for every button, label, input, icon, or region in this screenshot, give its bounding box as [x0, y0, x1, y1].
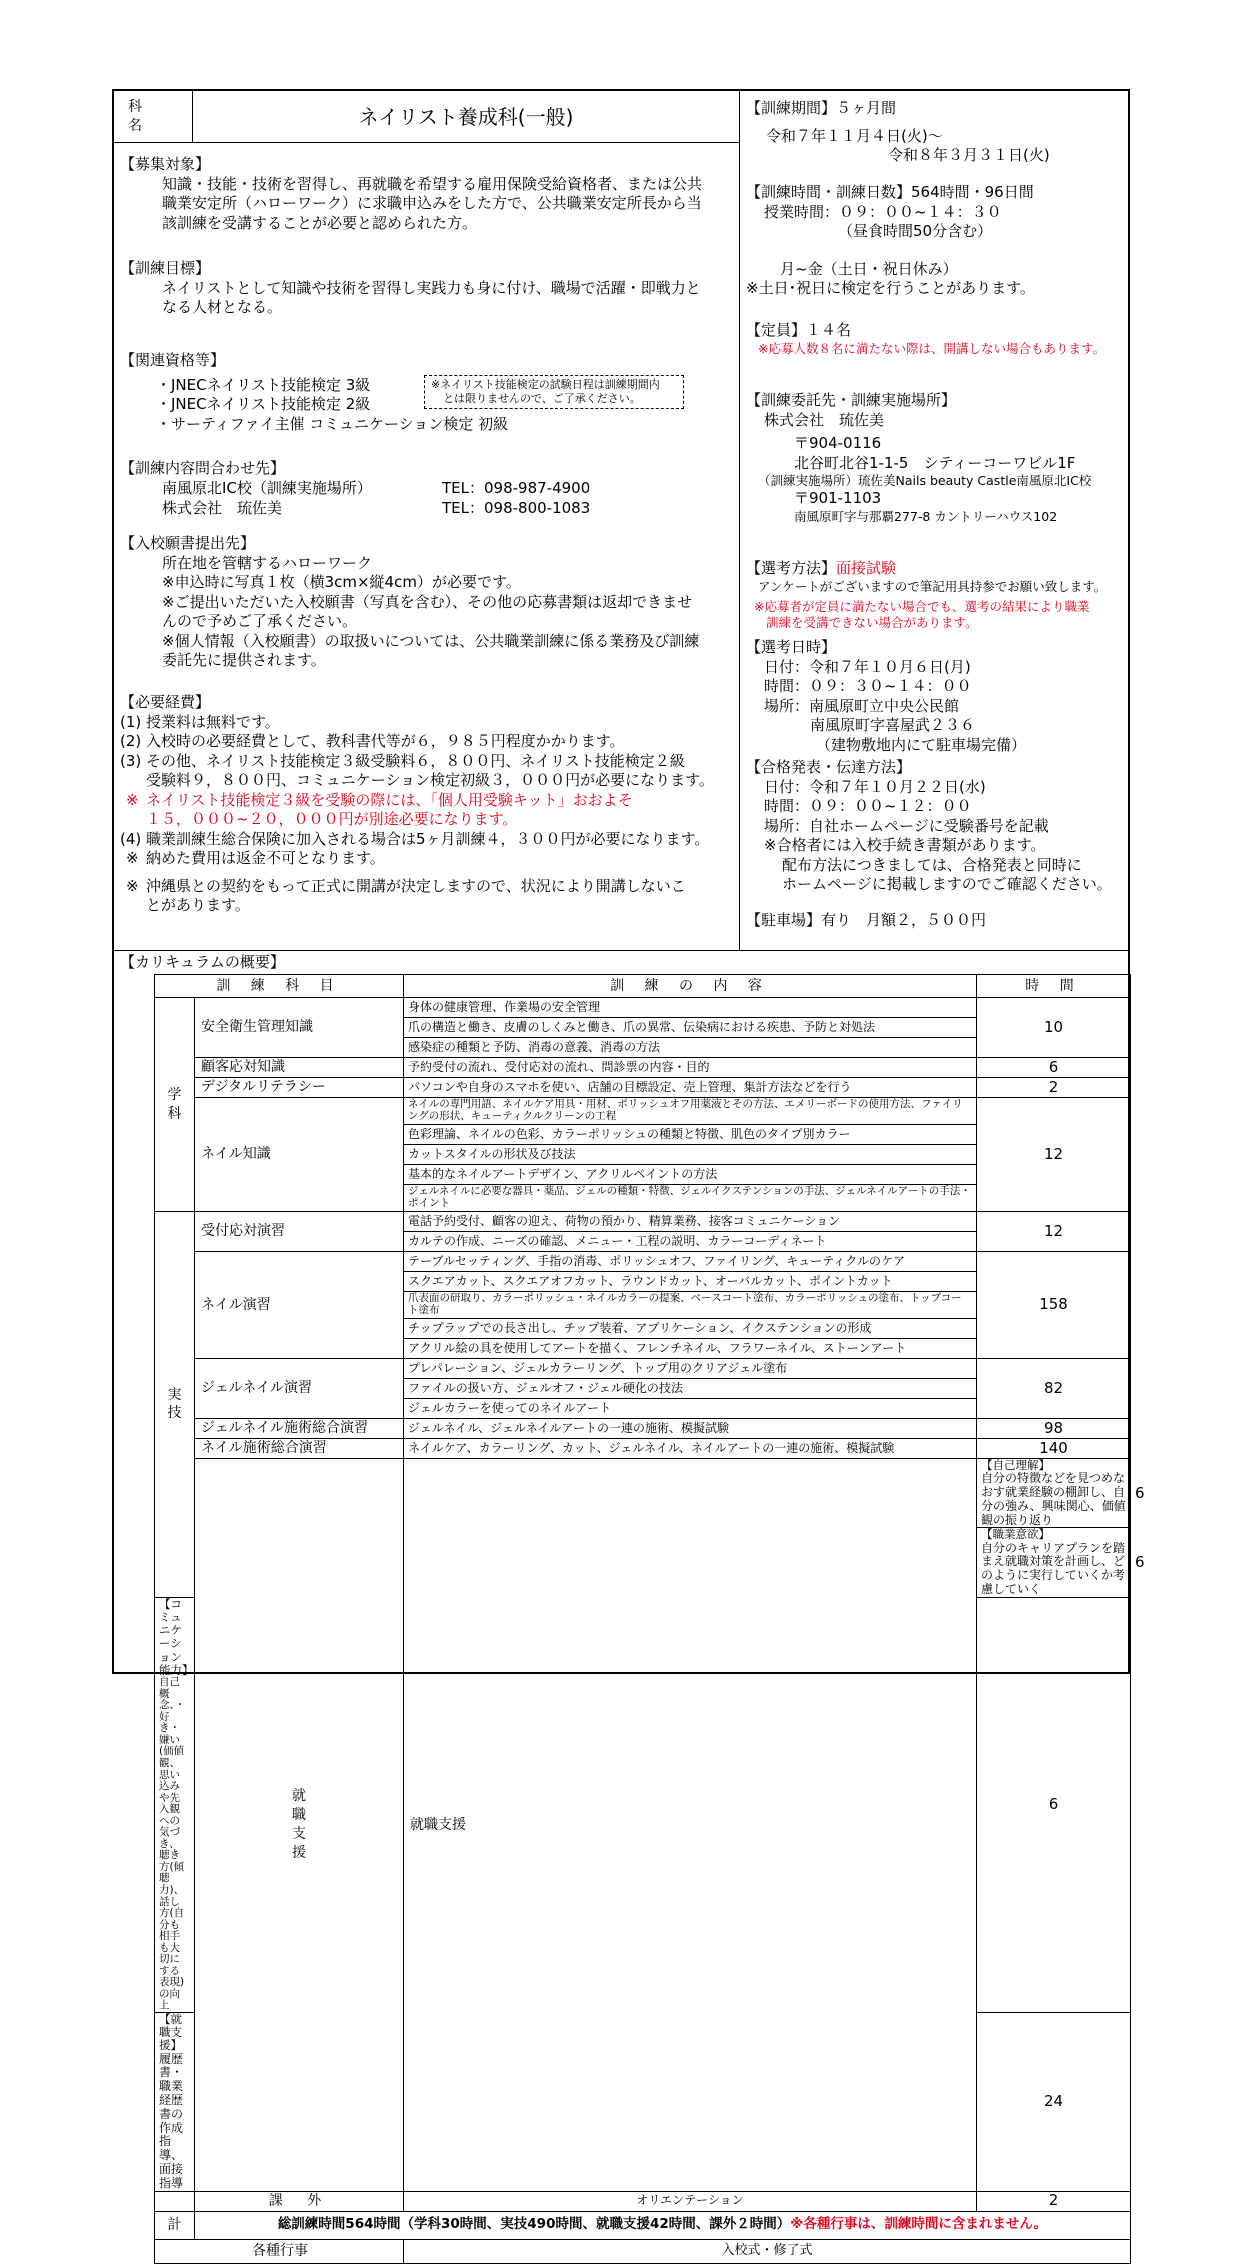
contact-name: 株式会社 琉佐美 [162, 498, 283, 517]
content-text: 自己概念、・好き・嫌い(価値観、思い込みや先入観への気づき、聴き方(傾聴力)、話し方(自分も相手も大切にする表現)の向上 [159, 1676, 186, 2012]
content: ジェルネイルに必要な器具・薬品、ジェルの種類・特徴、ジェルイクステンションの手法、ジェルネイルアートの手法・ポイント [404, 1185, 977, 1212]
application-line: ※ご提出いただいた入校願書（写真を含む）、その他の応募書類は返却できませ [162, 592, 693, 611]
curriculum-heading: 【カリキュラムの概要】 [120, 953, 285, 971]
table-row [155, 1212, 1131, 1232]
result-note: ホームページに掲載しますのでご確認ください。 [782, 875, 1112, 893]
content: 爪の構造と働き、皮膚のしくみと働き、爪の異常、伝染病における疾患、予防と対処法 [404, 1018, 977, 1038]
events-label: 各種行事 [155, 2239, 404, 2263]
events-row [155, 2239, 1131, 2263]
table-row: 【職業意欲】 自分のキャリアプランを踏まえ就職対策を計画し、どのように実行していくか考慮していく 6 [155, 1528, 1131, 1597]
result-note: ※合格者には入校手続き書類があります。 [764, 836, 1046, 854]
content: 基本的なネイルアートデザイン、アクリルペイントの方法 [404, 1165, 977, 1185]
period-heading: 【訓練期間】５ヶ月間 [746, 99, 897, 117]
table-row: 就 職 支 援 就職支援 【自己理解】 自分の特徴などを見つめなおす就業経験の棚卸し、自分の強み、興味関心、価値観の振り返り 6 [155, 1459, 1131, 1528]
qual-item: ・サーティファイ主催 コミュニケーション検定 初級 [156, 414, 509, 433]
subject-title: ネイリスト養成科(一般) [193, 91, 739, 143]
venue-zip: 〒904-0116 [794, 434, 882, 452]
application-line: んので予めご了承ください。 [162, 612, 358, 630]
col-hours: 時 間 [977, 975, 1131, 998]
content-subheading: 【コミュニケーション能力】 [159, 1596, 194, 1677]
total-note: ※各種行事は、訓練時間に含まれません。 [790, 2216, 1048, 2233]
date-place: （建物敷地内にて駐車場完備） [816, 735, 1027, 754]
contact-tel: TEL：098-800-1083 [442, 498, 591, 517]
content: 色彩理論、ネイルの色彩、カラーポリッシュの種類と特徴、肌色のタイプ別カラー [404, 1125, 977, 1145]
selection-method: 面接試験 [836, 559, 897, 577]
result-place: 場所：自社ホームページに受験番号を記載 [764, 816, 1049, 835]
costs-heading: 【必要経費】 [120, 693, 211, 711]
table-row [155, 998, 1131, 1018]
cost-item [120, 849, 735, 869]
content-subheading: 【自己理解】 [981, 1458, 1051, 1472]
capacity-heading: 【定員】１４名 [746, 321, 852, 339]
table-row [155, 1359, 1131, 1379]
date-section [746, 638, 1126, 755]
content: カルテの作成、ニーズの確認、メニュー・工程の説明、カラーコーディネート [404, 1232, 977, 1252]
result-section [746, 758, 1126, 895]
costs-section [120, 693, 735, 916]
content [155, 1597, 195, 2012]
content: 感染症の種類と予防、消毒の意義、消毒の方法 [404, 1038, 977, 1058]
cost-text: その他、ネイリスト技能検定３級受験料６，８００円、ネイリスト技能検定２級 [146, 751, 685, 770]
table-header [155, 975, 1131, 998]
venue-site: （訓練実施場所）琉佐美Nails beauty Castle南風原北IC校 [758, 473, 1092, 488]
result-time: 時間：０９：００~１２：００ [764, 797, 972, 815]
cost-mark: ※ [126, 790, 139, 809]
note-line: ※ネイリスト技能検定の試験日程は訓練期間内 [431, 378, 660, 391]
hours-heading: 【訓練時間・訓練日数】564時間・96日間 [746, 183, 1034, 201]
content: ジェルカラーを使ってのネイルアート [404, 1399, 977, 1419]
subject-name: デジタルリテラシー [195, 1078, 404, 1098]
cost-mark: (4) [120, 829, 142, 848]
content-text: 自分の特徴などを見つめなおす就業経験の棚卸し、自分の強み、興味関心、価値観の振り返り [981, 1471, 1126, 1527]
cost-item-warning [120, 791, 735, 830]
recruit-line: 該訓練を受講することが必要と認められた方。 [162, 213, 478, 232]
hours: 12 [977, 1212, 1131, 1252]
cost-mark: ※ [126, 849, 139, 867]
subject-name: 受付応対演習 [195, 1212, 404, 1252]
cost-item [120, 713, 735, 733]
total-cell [195, 2211, 1131, 2239]
venue-address: 北谷町北谷1-1-5 シティーコーワビル1F [794, 453, 1076, 472]
content: アクリル絵の具を使用してアートを描く、フレンチネイル、フラワーネイル、ストーンアート [404, 1339, 977, 1359]
period-end: 令和８年３月３１日(火) [888, 146, 1050, 164]
contact-row [120, 499, 735, 519]
cost-item [120, 877, 735, 916]
subject-name: ネイル施術総合演習 [195, 1439, 404, 1459]
goal-section [120, 259, 735, 318]
selection-section [746, 559, 1126, 631]
cost-mark: ※ [126, 876, 139, 895]
cost-text: 職業訓練生総合保険に加入される場合は5ヶ月訓練４，３００円が必要になります。 [146, 829, 710, 848]
hours: 24 [977, 2012, 1131, 2191]
content: ネイルの専門用語、ネイルケア用具・用材、ポリッシュオフ用薬液とその方法、エメリーボードの使用方法、ファイリングの形状、キューティクルクリーンの工程 [404, 1098, 977, 1125]
recruit-section [120, 155, 735, 233]
venue-company: 株式会社 琉佐美 [764, 410, 885, 429]
venue-heading: 【訓練委託先・訓練実施場所】 [746, 391, 957, 409]
subject-name: 顧客応対知識 [195, 1058, 404, 1078]
hours: 6 [977, 1058, 1131, 1078]
curriculum-table [154, 974, 1145, 2264]
application-line: ※個人情報（入校願書）の取扱いについては、公共職業訓練に係る業務及び訓練 [162, 631, 700, 650]
capacity-note: ※応募人数８名に満たない際は、開講しない場合もあります。 [758, 340, 1105, 356]
content: パソコンや自身のスマホを使い、店舗の目標設定、売上管理、集計方法などを行う [404, 1078, 977, 1098]
content: ネイルケア、カラーリング、カット、ジェルネイル、ネイルアートの一連の施術、模擬試験 [404, 1439, 977, 1459]
table-row [155, 1419, 1131, 1439]
cost-item [120, 732, 735, 752]
total-text: 総訓練時間564時間（学科30時間、実技490時間、就職支援42時間、課外２時間） [277, 2216, 791, 2233]
subject-name: ジェルネイル演習 [195, 1359, 404, 1419]
application-line: 所在地を管轄するハローワーク [162, 553, 373, 572]
contact-row [120, 479, 735, 499]
content: ファイルの扱い方、ジェルオフ・ジェル硬化の技法 [404, 1379, 977, 1399]
content: チップラップでの長さ出し、チップ装着、アプリケーション、イクステンションの形成 [404, 1319, 977, 1339]
subject-label: 科 名 [114, 91, 193, 143]
qual-item: ・JNECネイリスト技能検定 2級 [156, 395, 371, 413]
subject-name: 課 外 [195, 2191, 404, 2211]
subject-name: 就職支援 [404, 1459, 977, 2192]
content: 爪表面の研取り、カラーポリッシュ・ネイルカラーの提案、ベースコート塗布、カラーポリッシュの塗布、トップコート塗布 [404, 1292, 977, 1319]
cost-text: とがあります。 [146, 896, 250, 914]
content-subheading: 【就職支援】 [159, 2011, 182, 2053]
cost-item [120, 830, 735, 850]
weekend-note: ※土日･祝日に検定を行うことがあります。 [746, 279, 1035, 297]
application-section [120, 534, 735, 671]
cost-text: 入校時の必要経費として、教科書代等が６，９８５円程度かかります。 [146, 732, 625, 750]
selection-note: アンケートがございますので筆記用具持参でお願い致します。 [758, 578, 1107, 594]
qual-item: ・JNECネイリスト技能検定 3級 [156, 375, 371, 394]
content [155, 2012, 195, 2191]
content-subheading: 【職業意欲】 [981, 1527, 1051, 1542]
date-day: 日付：令和７年１０月６日(月) [764, 657, 971, 676]
cost-text: 授業料は無料です。 [146, 712, 280, 731]
course-sheet [112, 89, 1145, 2260]
cost-text: １５，０００~２０，０００円が別途必要になります。 [146, 810, 518, 828]
hours: 2 [977, 2191, 1131, 2211]
section-divider [114, 950, 1128, 951]
hours: 6 [977, 1597, 1131, 2012]
subject-name: ネイル知識 [195, 1098, 404, 1212]
content [977, 1528, 1131, 1597]
result-heading: 【合格発表・伝達方法】 [746, 758, 912, 776]
content: 電話予約受付、顧客の迎え、荷物の預かり、精算業務、接客コミュニケーション [404, 1212, 977, 1232]
table-row [155, 2191, 1131, 2211]
application-line: 委託先に提供されます。 [162, 651, 326, 669]
cost-text: 沖縄県との契約をもって正式に開講が決定しますので、状況により開講しないこ [146, 876, 686, 895]
hours: 158 [977, 1252, 1131, 1359]
table-row [155, 1252, 1131, 1272]
selection-warning: 訓練を受講できない場合があります。 [766, 615, 978, 630]
recruit-line: 職業安定所（ハローワーク）に求職申込みをした方で、公共職業安定所長から当 [162, 194, 702, 212]
table-row [155, 1098, 1131, 1125]
col-subject: 訓 練 科 目 [155, 975, 404, 998]
content: カットスタイルの形状及び技法 [404, 1145, 977, 1165]
cost-item [120, 752, 735, 791]
class-hours: 授業時間：０９：００~１４：３０ [764, 202, 1002, 221]
lunch-note: （昼食時間50分含む） [838, 222, 993, 240]
note-line: とは限りませんので、ご了承ください。 [443, 391, 641, 405]
goal-line: なる人材となる。 [162, 298, 283, 316]
venue-section [746, 391, 1126, 525]
content: 予約受付の流れ、受付応対の流れ、問診票の内容・目的 [404, 1058, 977, 1078]
subject-name: 安全衛生管理知識 [195, 998, 404, 1058]
events-value: 入校式・修了式 [404, 2239, 1131, 2263]
hours: 82 [977, 1359, 1131, 1419]
content: スクエアカット、スクエアオフカット、ラウンドカット、オーバルカット、ポイントカット [404, 1272, 977, 1292]
hours: 12 [977, 1098, 1131, 1212]
hours: 2 [977, 1078, 1131, 1098]
contact-section [120, 459, 735, 519]
selection-heading: 【選考方法】 [746, 559, 837, 577]
category-jitsugi: 実 技 [155, 1212, 195, 1598]
subject-name: ネイル演習 [195, 1252, 404, 1359]
category-shushoku: 就 職 支 援 [195, 1459, 404, 2192]
hours: 10 [977, 998, 1131, 1058]
content: テーブルセッティング、手指の消毒、ポリッシュオフ、ファイリング、キューティクルのケア [404, 1252, 977, 1272]
recruit-heading: 【募集対象】 [120, 155, 211, 173]
table-row [155, 1439, 1131, 1459]
result-day: 日付：令和７年１０月２２日(水) [764, 777, 986, 796]
content-text: 履歴書・職業経歴書の作成指導、面接指導 [159, 2051, 184, 2190]
table-row [155, 1078, 1131, 1098]
venue-zip: 〒901-1103 [794, 489, 882, 508]
contact-tel: TEL：098-987-4900 [442, 478, 591, 497]
category-gakka: 学 科 [155, 998, 195, 1212]
total-row [155, 2211, 1131, 2239]
table-row [155, 1058, 1131, 1078]
content [977, 1459, 1131, 1528]
result-note: 配布方法につきましては、合格発表と同時に [782, 855, 1082, 874]
application-line: ※申込時に写真１枚（横3cm×縦4cm）が必要です。 [162, 573, 521, 591]
content: ジェルネイル、ジェルネイルアートの一連の施術、模擬試験 [404, 1419, 977, 1439]
cost-mark: (1) [120, 712, 142, 731]
hours: 98 [977, 1419, 1131, 1439]
cost-text: 納めた費用は返金不可となります。 [146, 849, 385, 867]
cost-mark: (2) [120, 732, 142, 750]
capacity-section [746, 321, 1126, 357]
hours-section [746, 183, 1126, 299]
cost-mark: (3) [120, 751, 142, 770]
application-heading: 【入校願書提出先】 [120, 534, 256, 552]
contact-heading: 【訓練内容問合わせ先】 [120, 459, 286, 477]
content: オリエンテーション [404, 2191, 977, 2211]
content: 身体の健康管理、作業場の安全管理 [404, 998, 977, 1018]
parking: 【駐車場】有り 月額２，５００円 [746, 911, 987, 929]
weekdays: 月~金（土日・祝日休み） [780, 259, 958, 278]
date-place: 南風原町字喜屋武２３６ [810, 716, 976, 734]
contact-name: 南風原北IC校（訓練実施場所） [162, 478, 372, 497]
content: プレパレーション、ジェルカラーリング、トップ用のクリアジェル塗布 [404, 1359, 977, 1379]
total-label: 計 [155, 2211, 195, 2239]
date-time: 時間：０９：３０~１４：００ [764, 677, 972, 695]
exam-schedule-note [424, 375, 684, 409]
date-place: 場所：南風原町立中央公民館 [764, 696, 960, 715]
period-start: 令和７年１１月４日(火)～ [766, 126, 943, 145]
goal-heading: 【訓練目標】 [120, 259, 211, 277]
column-divider [739, 91, 740, 950]
hours: 140 [977, 1439, 1131, 1459]
recruit-line: 知識・技能・技術を習得し、再就職を希望する雇用保険受給資格者、または公共 [162, 174, 703, 193]
date-heading: 【選考日時】 [746, 638, 837, 656]
quals-heading: 【関連資格等】 [120, 351, 226, 369]
content-text: 自分のキャリアプランを踏まえ就職対策を計画し、どのように実行していくか考慮していく [981, 1540, 1126, 1597]
cost-text: ネイリスト技能検定３級を受験の際には、「個人用受験キット」おおよそ [146, 790, 633, 809]
period-section [746, 99, 1126, 166]
col-content: 訓 練 の 内 容 [404, 975, 977, 998]
cost-text: 受験料９，８００円、コミュニケーション検定初級３，０００円が必要になります。 [146, 771, 714, 789]
selection-warning: ※応募者が定員に満たない場合でも、選考の結果により職業 [754, 598, 1090, 614]
venue-address: 南風原町字与那覇277-8 カントリーハウス102 [794, 508, 1058, 524]
goal-line: ネイリストとして知識や技術を習得し実践力も身に付け、職場で活躍・即戦力と [162, 278, 701, 297]
subject-name: ジェルネイル施術総合演習 [195, 1419, 404, 1439]
